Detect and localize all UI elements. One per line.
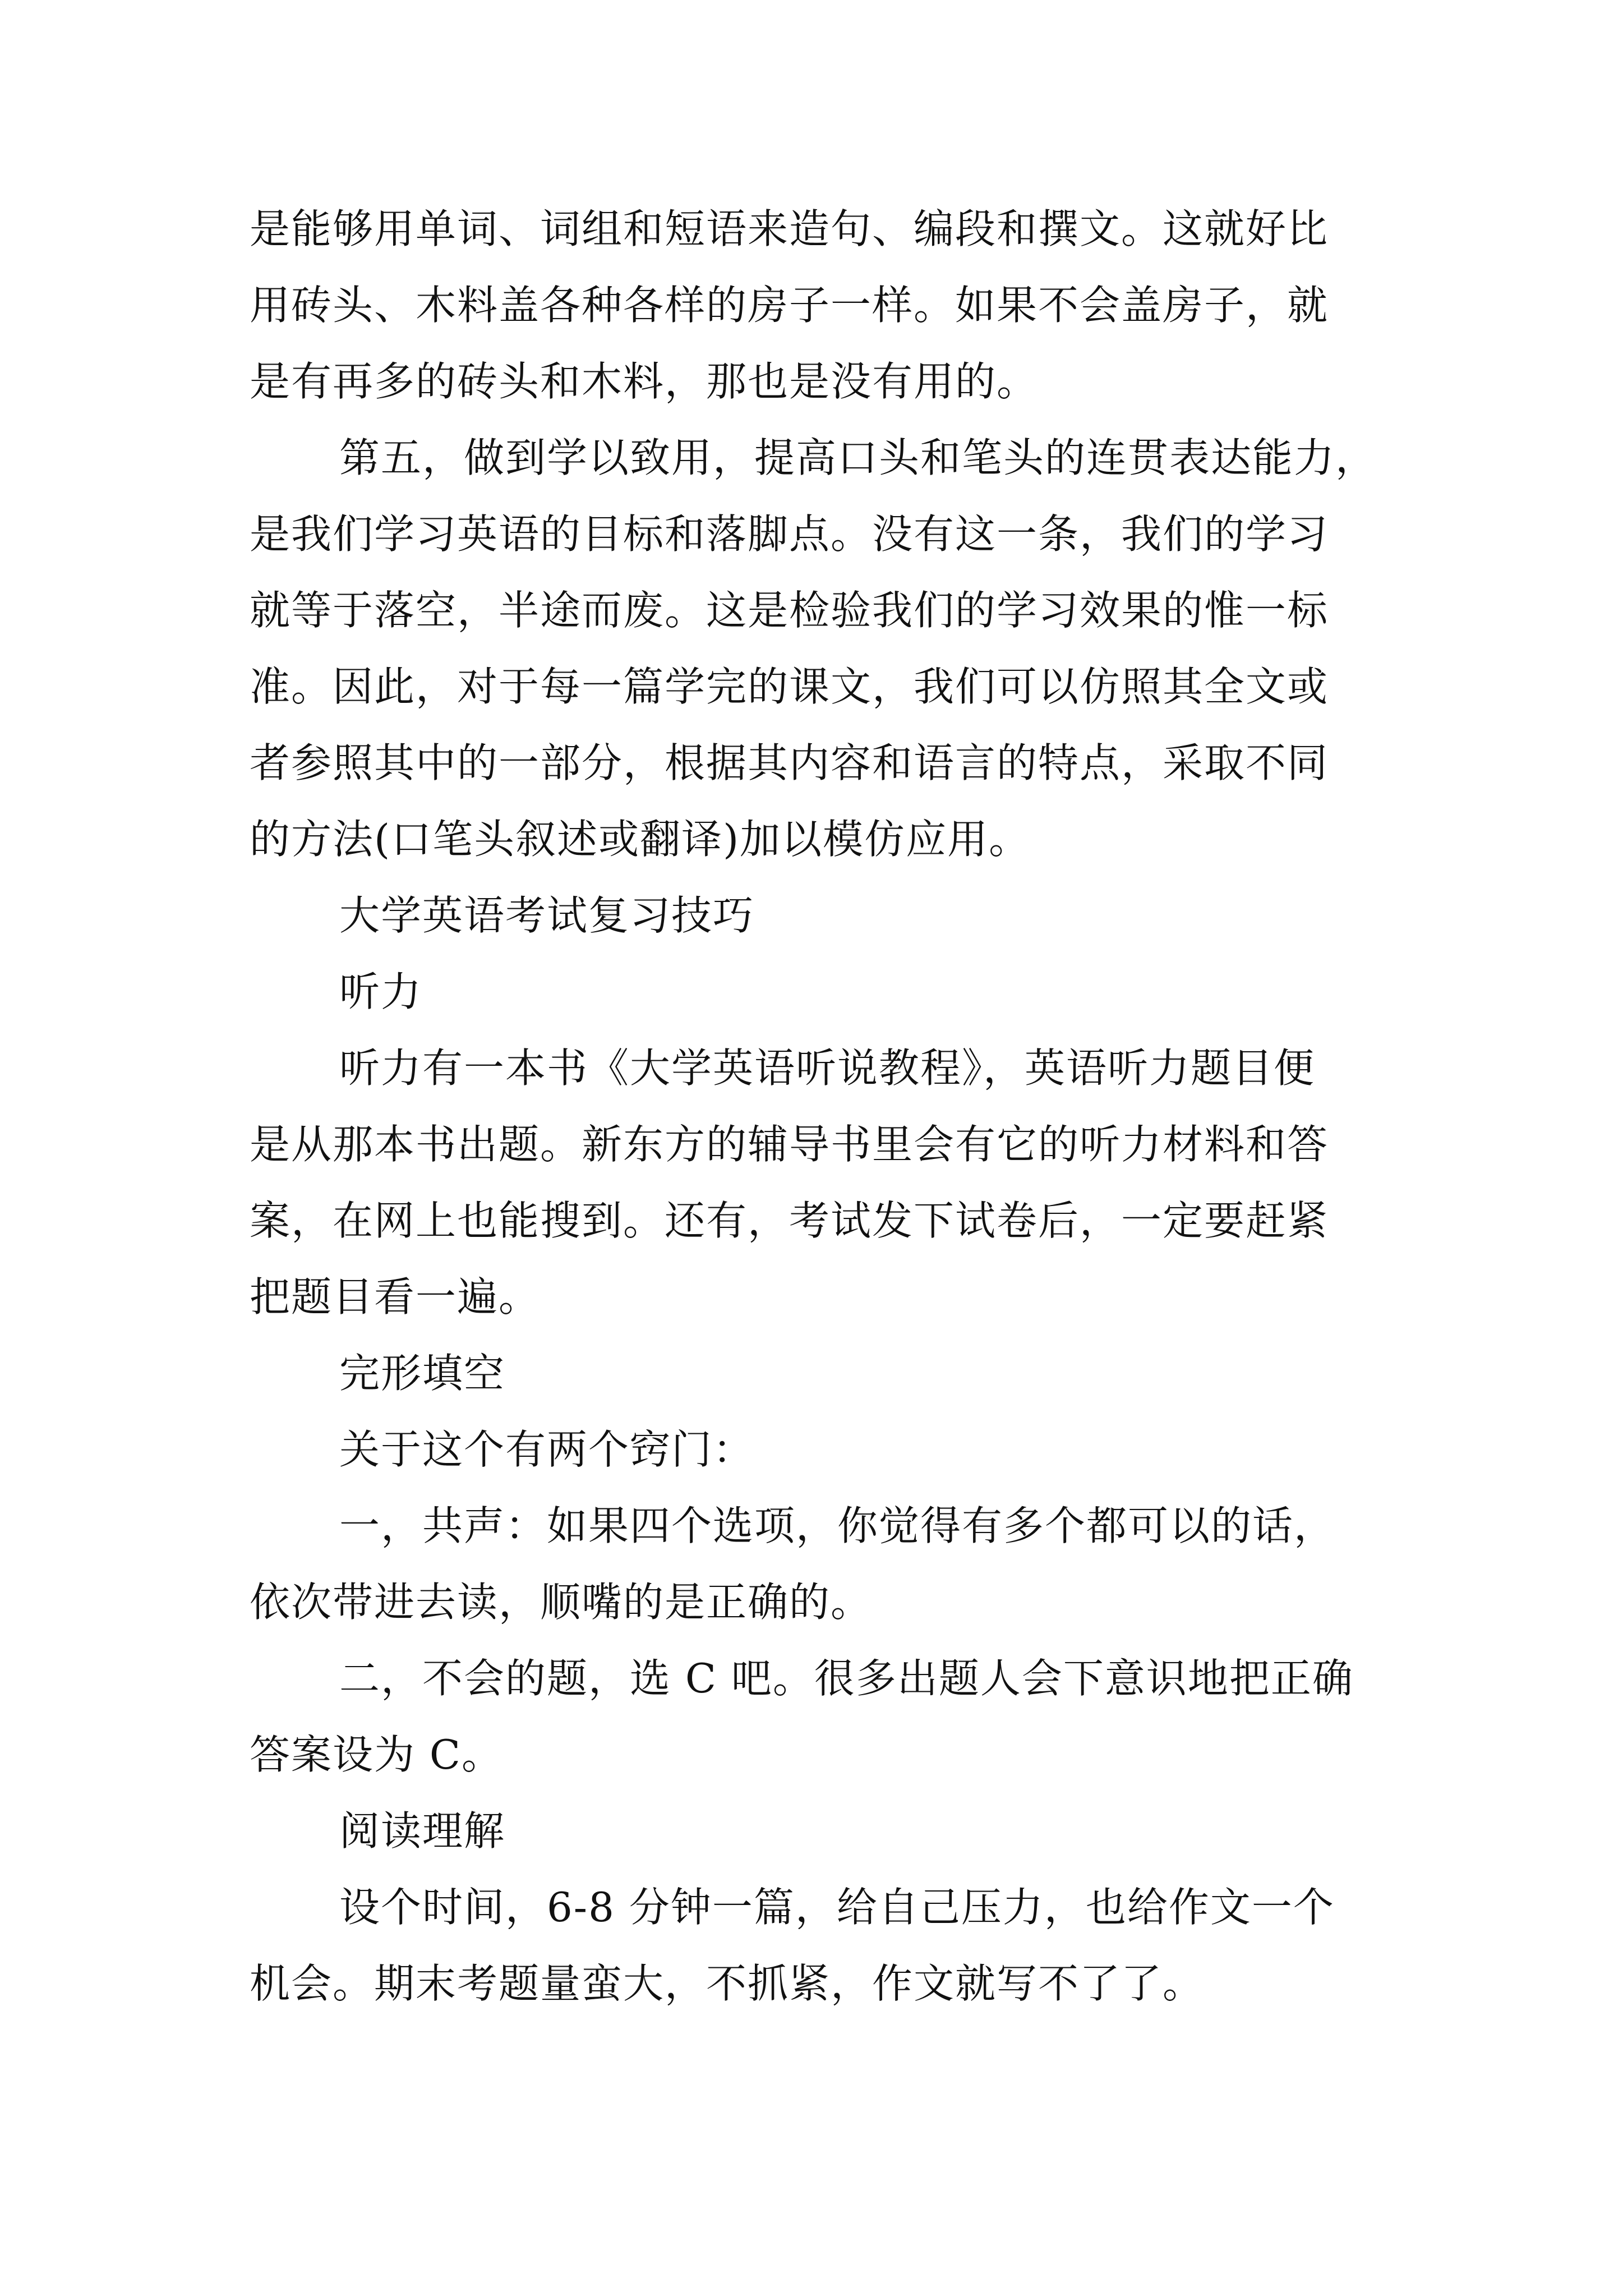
section-heading: 大学英语考试复习技巧: [339, 892, 755, 939]
paragraph-line: 把题目看一遍。: [250, 1273, 541, 1320]
paragraph-line: 是从那本书出题。新东方的辅导书里会有它的听力材料和答: [250, 1121, 1329, 1168]
paragraph-line: 机会。期末考题量蛮大，不抓紧，作文就写不了了。: [250, 1960, 1205, 2007]
section-heading: 听力: [339, 968, 423, 1015]
paragraph-line: 二，不会的题，选 C 吧。很多出题人会下意识地把正确: [339, 1655, 1354, 1702]
section-heading: 完形填空: [339, 1350, 506, 1397]
section-heading: 阅读理解: [339, 1807, 506, 1855]
paragraph-line: 的方法(口笔头叙述或翻译)加以模仿应用。: [250, 816, 1031, 863]
paragraph-line: 就等于落空，半途而废。这是检验我们的学习效果的惟一标: [250, 587, 1329, 634]
paragraph-line: 是能够用单词、词组和短语来造句、编段和撰文。这就好比: [250, 205, 1329, 252]
paragraph-line: 听力有一本书《大学英语听说教程》，英语听力题目便: [339, 1045, 1316, 1092]
paragraph-line: 第五，做到学以致用，提高口头和笔头的连贯表达能力，: [339, 434, 1377, 481]
paragraph-line: 是我们学习英语的目标和落脚点。没有这一条，我们的学习: [250, 510, 1329, 558]
paragraph-line: 是有再多的砖头和木料，那也是没有用的。: [250, 358, 1039, 405]
paragraph-line: 关于这个有两个窍门：: [339, 1426, 755, 1473]
paragraph-line: 一，共声：如果四个选项，你觉得有多个都可以的话，: [339, 1502, 1336, 1549]
paragraph-line: 用砖头、木料盖各种各样的房子一样。如果不会盖房子，就: [250, 282, 1329, 329]
paragraph-line: 依次带进去读，顺嘴的是正确的。: [250, 1579, 873, 1626]
paragraph-line: 准。因此，对于每一篇学完的课文，我们可以仿照其全文或: [250, 663, 1329, 710]
paragraph-line: 者参照其中的一部分，根据其内容和语言的特点，采取不同: [250, 739, 1329, 786]
paragraph-line: 答案设为 C。: [250, 1731, 503, 1778]
paragraph-line: 案，在网上也能搜到。还有，考试发下试卷后，一定要赶紧: [250, 1197, 1329, 1244]
paragraph-line: 设个时间，6-8 分钟一篇，给自己压力，也给作文一个: [339, 1884, 1335, 1931]
